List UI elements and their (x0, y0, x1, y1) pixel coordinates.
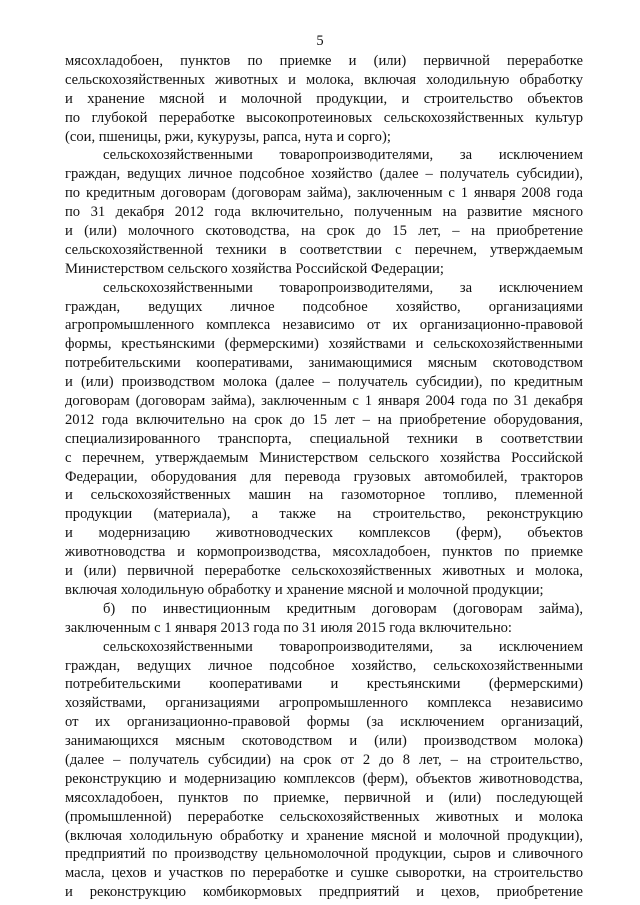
text-line: и (или) первичной переработке сельскохозяйственных животных и молока, (65, 563, 583, 580)
text-line: 2012 года включительно на срок до 15 лет – на приобретение оборудования, (65, 411, 583, 428)
text-line: и (или) молочного скотоводства, на срок до 15 лет, – на приобретение (65, 223, 583, 240)
text-line: (включая холодильную обработку и хранение мясной и молочной продукции), (65, 827, 583, 844)
text-line: Федерации, оборудования для перевода грузовых автомобилей, тракторов (65, 468, 583, 485)
text-line: и хранение мясной и молочной продукции, и строительство объектов (65, 90, 583, 107)
text-line: по 31 декабря 2012 года включительно, полученным на развитие мясного (65, 204, 583, 221)
text-line: б) по инвестиционным кредитным договорам (договорам займа), (103, 600, 583, 617)
text-line: (далее – получатель субсидии) на срок от 2 до 8 лет, – на строительство, (65, 751, 583, 768)
text-line: формы, крестьянскими (фермерскими) хозяйствами и сельскохозяйственными (65, 336, 583, 353)
text-line: сельскохозяйственными товаропроизводителями, за исключением (103, 147, 583, 164)
text-line: продукции (материала), а также на строительство, реконструкцию (65, 506, 583, 523)
text-line: агропромышленного комплекса независимо от их организационно-правовой (65, 317, 583, 334)
text-line: граждан, ведущих личное подсобное хозяйство, организациями (65, 298, 583, 315)
text-line: мясохладобоен, пунктов по приемке и (или) первичной переработке (65, 53, 583, 69)
text-line: по кредитным договорам (договорам займа), заключенным с 1 января 2008 года (65, 185, 583, 202)
text-line: от их организационно-правовой формы (за исключением организаций, (65, 714, 583, 731)
text-line: сельскохозяйственной техники в соответствии с перечнем, утверждаемым (65, 241, 583, 258)
document-body (65, 52, 583, 902)
text-line: включая холодильную обработку и хранение мясной и молочной продукции; (65, 581, 544, 598)
text-line: по глубокой переработке высокопротеиновых сельскохозяйственных культур (65, 109, 583, 126)
page-number: 5 (316, 33, 324, 49)
text-line: занимающихся мясным скотоводством и (или) производством молока) (65, 733, 583, 750)
text-line: сельскохозяйственными товаропроизводителями, за исключением (103, 638, 583, 655)
text-line: (промышленной) переработке сельскохозяйственных животных и молока (65, 808, 583, 825)
text-line: и реконструкцию комбикормовых предприятий и цехов, приобретение (65, 884, 583, 901)
text-line: животноводства и кормопроизводства, мясохладобоен, пунктов по приемке (65, 544, 583, 561)
text-line: мясохладобоен, пунктов по приемке, первичной и (или) последующей (65, 789, 583, 806)
text-line: (сои, пшеницы, ржи, кукурузы, рапса, нута и сорго); (65, 128, 391, 145)
text-line: и модернизацию животноводческих комплексов (ферм), объектов (65, 525, 583, 542)
text-line: граждан, ведущих личное подсобное хозяйство, сельскохозяйственными (65, 657, 583, 674)
text-line: и (или) производством молока (далее – получатель субсидии), по кредитным (65, 374, 583, 391)
text-line: хозяйствами, организациями агропромышленного комплекса независимо (65, 695, 583, 712)
text-line: и сельскохозяйственных машин на газомоторное топливо, племенной (65, 487, 583, 504)
text-line: потребительскими кооперативами, занимающимися мясным скотоводством (65, 355, 583, 372)
text-line: реконструкцию и модернизацию комплексов (ферм), объектов животноводства, (65, 770, 583, 787)
text-line: с перечнем, утверждаемым Министерством сельского хозяйства Российской (65, 449, 583, 466)
text-line: граждан, ведущих личное подсобное хозяйство (далее – получатель субсидии), (65, 166, 583, 183)
text-line: потребительскими кооперативами и крестьянскими (фермерскими) (65, 676, 583, 693)
text-line: сельскохозяйственных животных и молока, включая холодильную обработку (65, 71, 583, 88)
text-line: предприятий по производству цельномолочной продукции, сыров и сливочного (65, 846, 583, 863)
text-line: специализированного транспорта, специальной техники в соответствии (65, 430, 583, 447)
text-line: договорам (договорам займа), заключенным с 1 января 2004 года по 31 декабря (65, 393, 583, 410)
text-line: Министерством сельского хозяйства Российской Федерации; (65, 260, 444, 277)
text-line: сельскохозяйственными товаропроизводителями, за исключением (103, 279, 583, 296)
text-line: масла, цехов и участков по переработке и сушке сыворотки, на строительство (65, 865, 583, 882)
text-line: заключенным с 1 января 2013 года по 31 июля 2015 года включительно: (65, 619, 512, 636)
